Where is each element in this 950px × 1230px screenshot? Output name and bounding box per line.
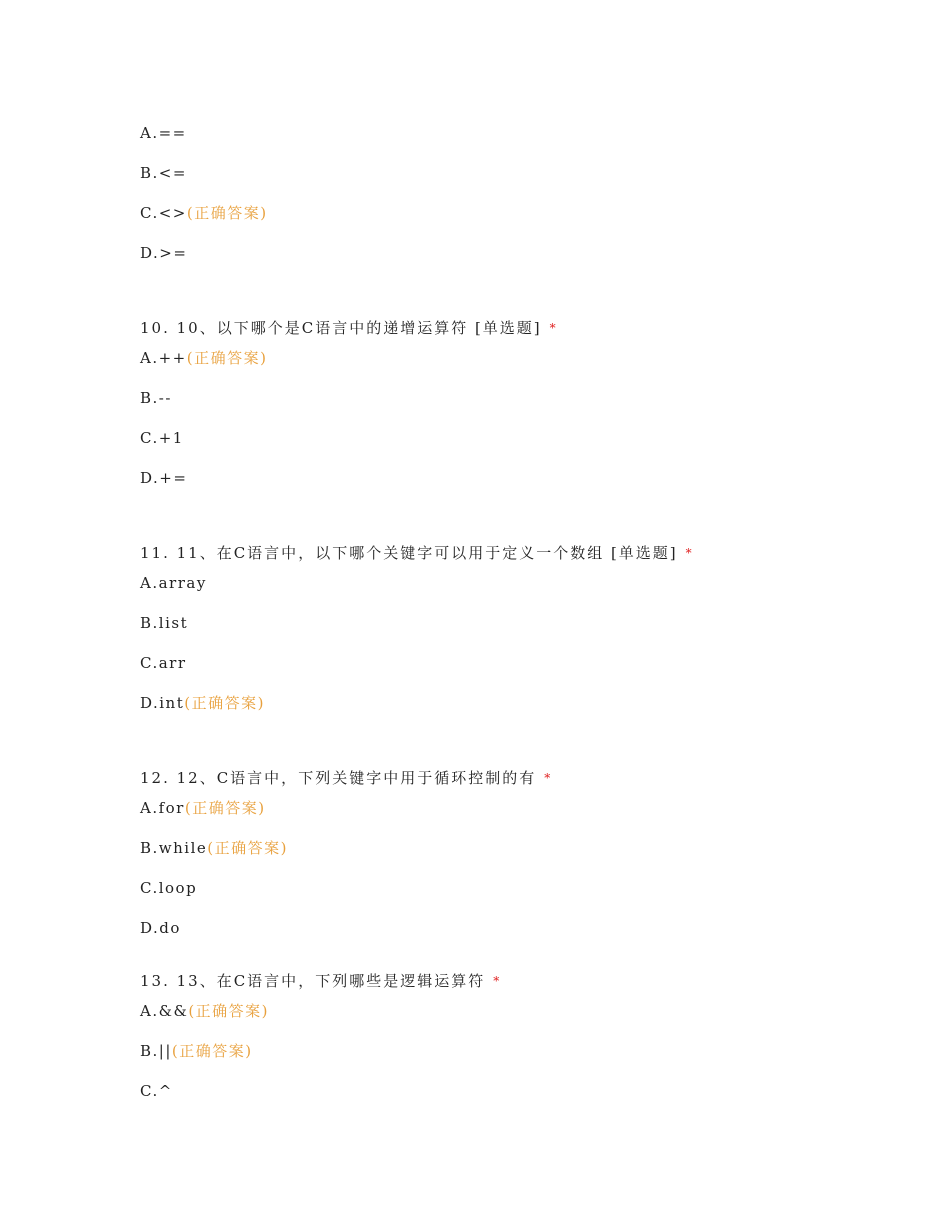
correct-answer-tag: (正确答案)	[184, 694, 265, 712]
option-line: C.+1	[140, 429, 184, 447]
required-star: *	[549, 321, 558, 335]
correct-answer-tag: (正确答案)	[171, 1042, 253, 1060]
question-title: 12. 12、C语言中，下列关键字中用于循环控制的有 *	[140, 769, 553, 787]
option-line: B.||(正确答案)	[140, 1042, 253, 1060]
correct-answer-tag: (正确答案)	[188, 1002, 270, 1020]
question-title: 11. 11、在C语言中，以下哪个关键字可以用于定义一个数组 [单选题] *	[140, 544, 694, 562]
question-title: 13. 13、在C语言中，下列哪些是逻辑运算符 *	[140, 972, 502, 990]
option-line: C.<>(正确答案)	[140, 204, 268, 222]
option-line: B.list	[140, 614, 189, 632]
correct-answer-tag: (正确答案)	[184, 799, 266, 817]
option-line: A.array	[140, 574, 207, 592]
option-line: A.for(正确答案)	[140, 799, 266, 817]
option-line: C.^	[140, 1082, 173, 1100]
option-line: C.arr	[140, 654, 187, 672]
option-line: A.&&(正确答案)	[140, 1002, 270, 1020]
required-star: *	[493, 974, 502, 988]
option-line: D.>=	[140, 244, 188, 262]
option-line: A.++(正确答案)	[140, 349, 268, 367]
option-line: D.+=	[140, 469, 188, 487]
option-line: D.int(正确答案)	[140, 694, 265, 712]
correct-answer-tag: (正确答案)	[207, 839, 288, 857]
required-star: *	[685, 546, 694, 560]
option-line: B.<=	[140, 164, 187, 182]
option-line: A.==	[140, 124, 187, 142]
question-title: 10. 10、以下哪个是C语言中的递增运算符 [单选题] *	[140, 319, 558, 337]
required-star: *	[544, 771, 553, 785]
correct-answer-tag: (正确答案)	[186, 349, 268, 367]
correct-answer-tag: (正确答案)	[186, 204, 268, 222]
option-line: B.--	[140, 389, 172, 407]
option-line: B.while(正确答案)	[140, 839, 288, 857]
option-line: D.do	[140, 919, 181, 937]
option-line: C.loop	[140, 879, 198, 897]
